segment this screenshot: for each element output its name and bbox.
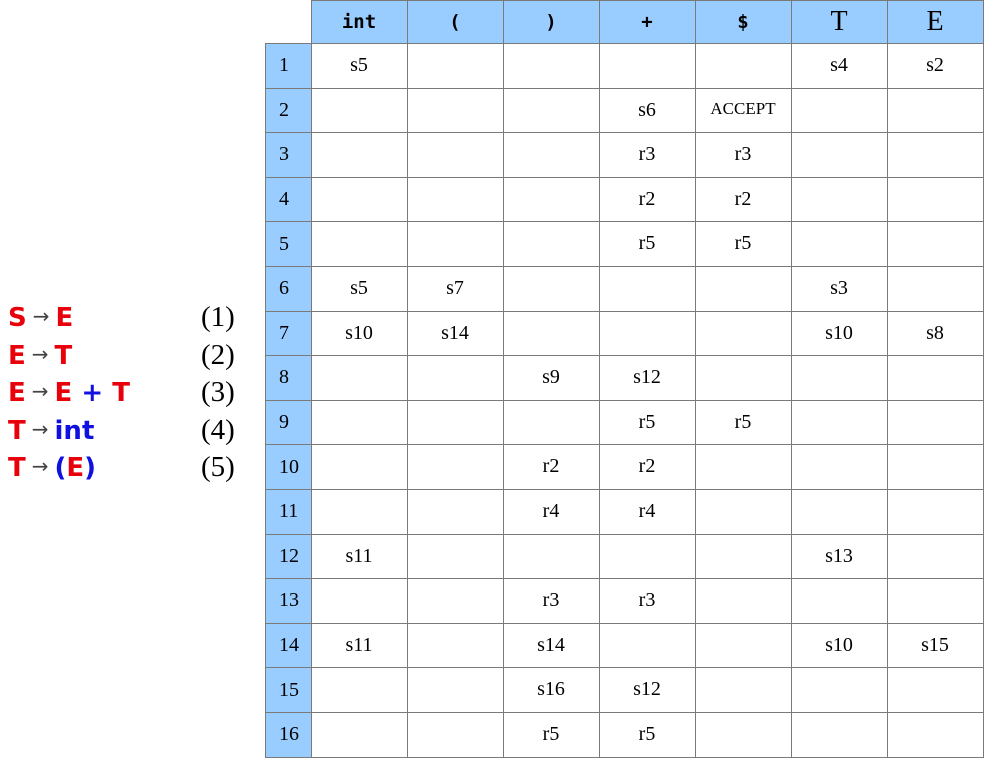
state-label: 14	[266, 623, 312, 668]
table-cell	[887, 266, 983, 311]
production-symbol: int	[54, 415, 95, 446]
table-cell	[311, 489, 407, 534]
table-cell	[407, 133, 503, 178]
table-cell: r5	[599, 222, 695, 267]
production-lhs: T	[8, 415, 26, 446]
table-cell	[599, 623, 695, 668]
state-label: 16	[266, 712, 312, 757]
table-row	[266, 445, 984, 490]
arrow-icon: →	[32, 304, 50, 328]
table-cell	[887, 579, 983, 624]
table-cell	[791, 579, 887, 624]
table-cell	[887, 534, 983, 579]
table-cell: r5	[695, 222, 791, 267]
arrow-icon: →	[31, 454, 49, 478]
production-symbol: E	[54, 378, 73, 408]
header-row	[266, 1, 984, 44]
production	[8, 377, 130, 410]
table-row	[266, 88, 984, 133]
table-cell: s15	[887, 623, 983, 668]
state-label: 5	[266, 222, 312, 267]
table-cell: s6	[599, 88, 695, 133]
grammar-rule	[8, 377, 248, 415]
table-cell: r3	[599, 579, 695, 624]
grammar-rule	[8, 415, 248, 453]
table-cell	[599, 534, 695, 579]
production-symbol: )	[84, 453, 97, 483]
table-cell	[695, 356, 791, 401]
table-row	[266, 177, 984, 222]
table-cell	[695, 623, 791, 668]
rule-number: (1)	[201, 301, 235, 333]
production	[8, 302, 73, 335]
table-cell: s7	[407, 266, 503, 311]
table-row	[266, 489, 984, 534]
table-cell	[407, 668, 503, 713]
table-cell: s10	[311, 311, 407, 356]
table-cell	[311, 222, 407, 267]
table-cell	[695, 445, 791, 490]
table-cell: s16	[503, 668, 599, 713]
table-cell	[503, 534, 599, 579]
table-cell	[887, 133, 983, 178]
table-cell	[503, 222, 599, 267]
table-cell	[311, 177, 407, 222]
table-cell: s14	[503, 623, 599, 668]
table-row	[266, 712, 984, 757]
table-row	[266, 400, 984, 445]
production-lhs: E	[8, 340, 26, 371]
table-row	[266, 222, 984, 267]
table-cell	[887, 356, 983, 401]
table-cell	[503, 266, 599, 311]
table-cell: r4	[503, 489, 599, 534]
table-cell: r5	[503, 712, 599, 757]
table-row	[266, 534, 984, 579]
production-symbol: (	[54, 453, 67, 483]
table-cell	[407, 88, 503, 133]
production-symbol: +	[72, 378, 113, 408]
table-cell	[407, 222, 503, 267]
table-cell	[407, 534, 503, 579]
table-cell	[311, 579, 407, 624]
production	[8, 415, 94, 448]
table-cell: s11	[311, 623, 407, 668]
table-cell	[503, 44, 599, 89]
production	[8, 340, 72, 373]
grammar-rule	[8, 340, 248, 378]
table-cell: s8	[887, 311, 983, 356]
production	[8, 452, 96, 485]
table-cell	[407, 445, 503, 490]
table-cell	[407, 177, 503, 222]
table-cell: ACCEPT	[695, 88, 791, 133]
table-cell	[791, 400, 887, 445]
table-cell	[599, 44, 695, 89]
table-cell	[503, 177, 599, 222]
state-label: 7	[266, 311, 312, 356]
table-cell	[311, 712, 407, 757]
table-cell	[311, 445, 407, 490]
table-row	[266, 668, 984, 713]
table-cell	[695, 579, 791, 624]
state-label: 3	[266, 133, 312, 178]
table-cell: s10	[791, 623, 887, 668]
table-cell	[887, 222, 983, 267]
production-symbol: E	[55, 303, 74, 333]
table-cell	[503, 133, 599, 178]
table-cell: r2	[503, 445, 599, 490]
table-cell: r3	[599, 133, 695, 178]
state-label: 10	[266, 445, 312, 490]
production-symbol: E	[66, 453, 85, 483]
state-label: 13	[266, 579, 312, 624]
table-cell	[407, 489, 503, 534]
table-cell	[407, 579, 503, 624]
table-cell: s9	[503, 356, 599, 401]
rule-number: (5)	[201, 451, 235, 483]
table-cell	[695, 489, 791, 534]
table-cell	[887, 400, 983, 445]
table-row	[266, 311, 984, 356]
parse-table	[265, 0, 984, 758]
table-cell	[599, 311, 695, 356]
column-header: +	[599, 1, 695, 44]
table-cell	[407, 712, 503, 757]
table-cell: r2	[599, 177, 695, 222]
table-cell: s11	[311, 534, 407, 579]
production-lhs: S	[8, 303, 27, 333]
production-lhs: E	[8, 378, 26, 408]
rule-number: (2)	[201, 338, 235, 371]
table-cell: s5	[311, 44, 407, 89]
rule-number: (3)	[201, 376, 235, 408]
production-symbol: T	[54, 340, 73, 371]
table-cell: r2	[599, 445, 695, 490]
table-cell	[695, 266, 791, 311]
table-row	[266, 356, 984, 401]
table-cell: s10	[791, 311, 887, 356]
arrow-icon: →	[31, 341, 49, 366]
table-cell: s12	[599, 668, 695, 713]
state-label: 11	[266, 489, 312, 534]
table-row	[266, 623, 984, 668]
state-label: 8	[266, 356, 312, 401]
rule-number: (4)	[201, 413, 235, 446]
table-cell	[791, 445, 887, 490]
table-cell	[791, 177, 887, 222]
table-cell	[791, 668, 887, 713]
table-cell	[407, 623, 503, 668]
table-cell	[791, 133, 887, 178]
table-cell	[887, 177, 983, 222]
column-header: T	[791, 1, 887, 44]
state-label: 6	[266, 266, 312, 311]
table-row	[266, 266, 984, 311]
state-label: 4	[266, 177, 312, 222]
table-cell: s5	[311, 266, 407, 311]
table-cell	[695, 311, 791, 356]
state-label: 1	[266, 44, 312, 89]
table-cell	[695, 44, 791, 89]
table-cell: s13	[791, 534, 887, 579]
state-label: 9	[266, 400, 312, 445]
table-cell: r5	[599, 400, 695, 445]
table-corner	[266, 1, 312, 44]
column-header: (	[407, 1, 503, 44]
table-cell	[407, 44, 503, 89]
table-cell	[695, 668, 791, 713]
state-label: 15	[266, 668, 312, 713]
table-row	[266, 44, 984, 89]
table-cell	[503, 400, 599, 445]
table-cell	[791, 356, 887, 401]
table-cell	[407, 400, 503, 445]
table-cell	[695, 712, 791, 757]
grammar-rules	[8, 302, 248, 490]
table-cell: s14	[407, 311, 503, 356]
column-header: int	[311, 1, 407, 44]
grammar-rule	[8, 452, 248, 490]
table-cell	[791, 489, 887, 534]
table-cell: r5	[599, 712, 695, 757]
table-cell: r3	[695, 133, 791, 178]
state-label: 2	[266, 88, 312, 133]
table-cell	[887, 489, 983, 534]
state-label: 12	[266, 534, 312, 579]
table-cell	[599, 266, 695, 311]
table-cell	[311, 400, 407, 445]
table-cell	[791, 222, 887, 267]
grammar-rule	[8, 302, 248, 340]
table-cell: s2	[887, 44, 983, 89]
table-cell: r2	[695, 177, 791, 222]
table-cell: s3	[791, 266, 887, 311]
table-cell: s4	[791, 44, 887, 89]
table-cell	[887, 668, 983, 713]
table-row	[266, 133, 984, 178]
table-cell	[695, 534, 791, 579]
table-cell	[311, 668, 407, 713]
table-cell	[503, 88, 599, 133]
table-cell	[887, 712, 983, 757]
table-cell	[407, 356, 503, 401]
table-cell	[311, 88, 407, 133]
table-cell	[887, 88, 983, 133]
column-header: )	[503, 1, 599, 44]
table-row	[266, 579, 984, 624]
table-cell	[791, 88, 887, 133]
production-symbol: T	[112, 378, 130, 408]
table-cell: s12	[599, 356, 695, 401]
column-header: E	[887, 1, 983, 44]
table-cell	[311, 356, 407, 401]
table-cell	[887, 445, 983, 490]
arrow-icon: →	[31, 416, 49, 441]
production-lhs: T	[8, 453, 26, 483]
table-cell: r3	[503, 579, 599, 624]
table-cell	[503, 311, 599, 356]
table-cell	[791, 712, 887, 757]
table-cell: r5	[695, 400, 791, 445]
column-header: $	[695, 1, 791, 44]
table-cell	[311, 133, 407, 178]
arrow-icon: →	[31, 379, 49, 403]
table-cell: r4	[599, 489, 695, 534]
